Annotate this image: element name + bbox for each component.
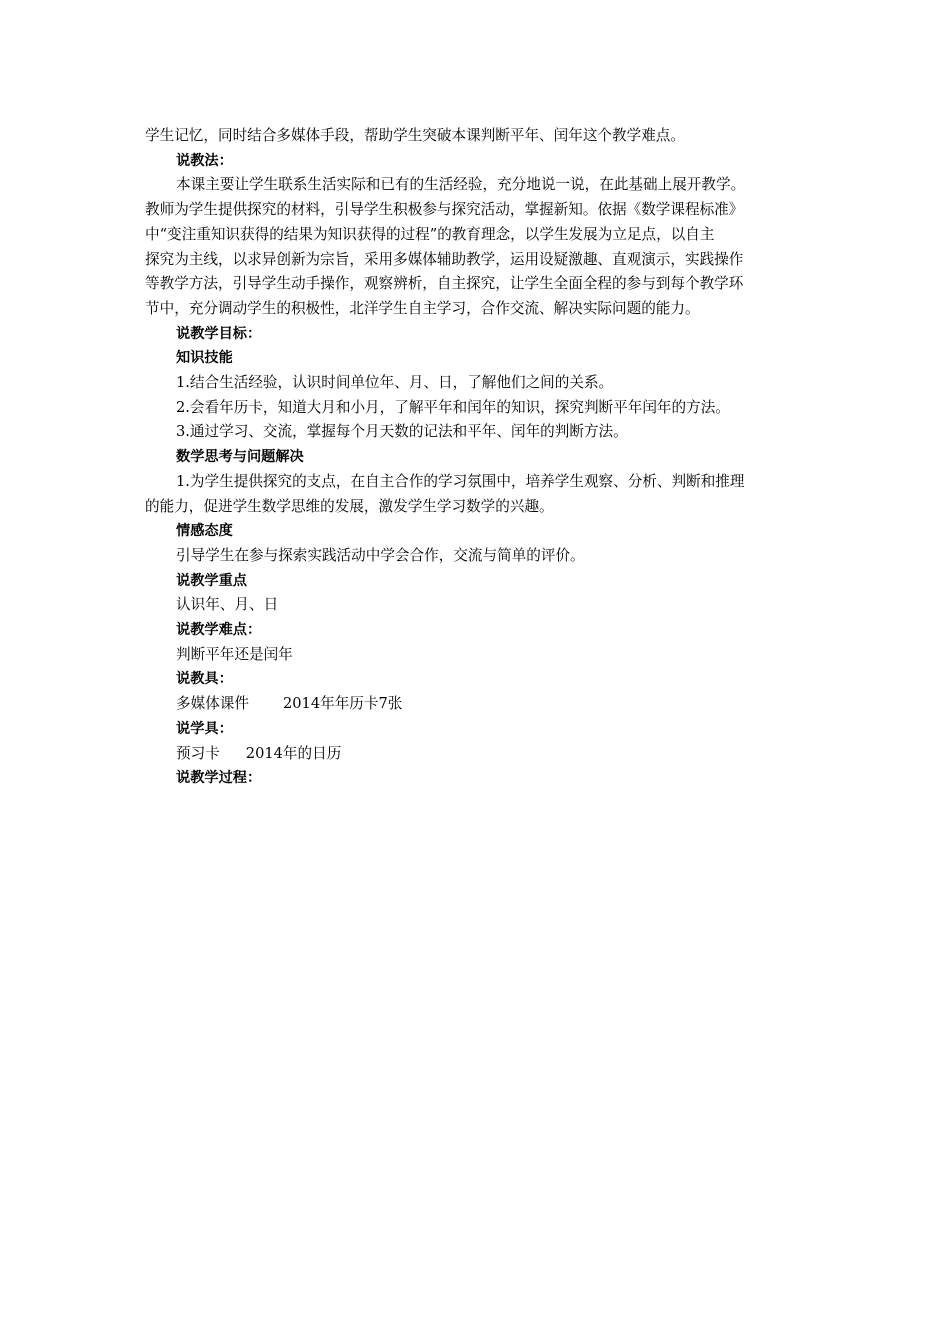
teaching-method-line: 教师为学生提供探究的材料，引导学生积极参与探究活动，掌握新知。依据《数学课程标准》	[145, 201, 744, 219]
teaching-goals-heading: 说教学目标：	[176, 325, 262, 342]
key-point-text: 认识年、月、日	[176, 596, 279, 614]
knowledge-item: 1.结合生活经验，认识时间单位年、月、日，了解他们之间的关系。	[176, 374, 614, 392]
difficulty-text: 判断平年还是闰年	[176, 645, 293, 663]
difficulty-heading: 说教学难点：	[176, 622, 262, 639]
teaching-method-line: 等教学方法，引导学生动手操作，观察辨析，自主探究，让学生全面全程的参与到每个教学环	[145, 275, 744, 293]
teaching-process-heading: 说教学过程：	[176, 770, 262, 787]
intro-paragraph: 学生记忆，同时结合多媒体手段，帮助学生突破本课判断平年、闰年这个教学难点。	[145, 127, 685, 144]
knowledge-item: 3.通过学习、交流，掌握每个月天数的记法和平年、闰年的判断方法。	[176, 423, 628, 441]
student-tools-heading: 说学具：	[176, 720, 233, 737]
teaching-tools-heading: 说教具：	[176, 671, 233, 688]
key-point-heading: 说教学重点	[176, 572, 247, 589]
knowledge-skills-heading: 知识技能	[176, 350, 233, 367]
attitude-text: 引导学生在参与探索实践活动中学会合作，交流与简单的评价。	[176, 546, 585, 564]
student-tool-item: 2014年的日历	[245, 744, 342, 762]
teaching-tools-row	[145, 692, 807, 717]
student-tool-item: 预习卡	[176, 744, 220, 762]
knowledge-item: 2.会看年历卡，知道大月和小月，了解平年和闰年的知识，探究判断平年闰年的方法。	[176, 398, 730, 416]
teaching-tool-item: 2014年年历卡7张	[282, 695, 403, 713]
document-body	[145, 124, 807, 791]
teaching-tool-item: 多媒体课件	[176, 695, 249, 713]
teaching-method-heading: 说教法：	[176, 152, 233, 169]
math-thinking-line: 1.为学生提供探究的支点，在自主合作的学习氛围中，培养学生观察、分析、判断和推理	[176, 472, 745, 490]
math-thinking-heading: 数学思考与问题解决	[176, 449, 304, 466]
teaching-method-line: 本课主要让学生联系生活实际和已有的生活经验，充分地说一说，在此基础上展开教学。	[176, 176, 746, 194]
teaching-method-line: 节中，充分调动学生的积极性，北洋学生自主学习，合作交流、解决实际问题的能力。	[145, 299, 700, 317]
attitude-heading: 情感态度	[176, 523, 233, 540]
math-thinking-line: 的能力，促进学生数学思维的发展，激发学生学习数学的兴趣。	[145, 497, 554, 515]
teaching-method-line: 探究为主线，以求异创新为宗旨，采用多媒体辅助教学，运用设疑激趣、直观演示，实践操作	[145, 250, 744, 268]
teaching-method-line: 中“变注重知识获得的结果为知识获得的过程”的教育理念，以学生发展为立足点，以自主	[145, 225, 715, 243]
student-tools-row	[145, 742, 807, 767]
